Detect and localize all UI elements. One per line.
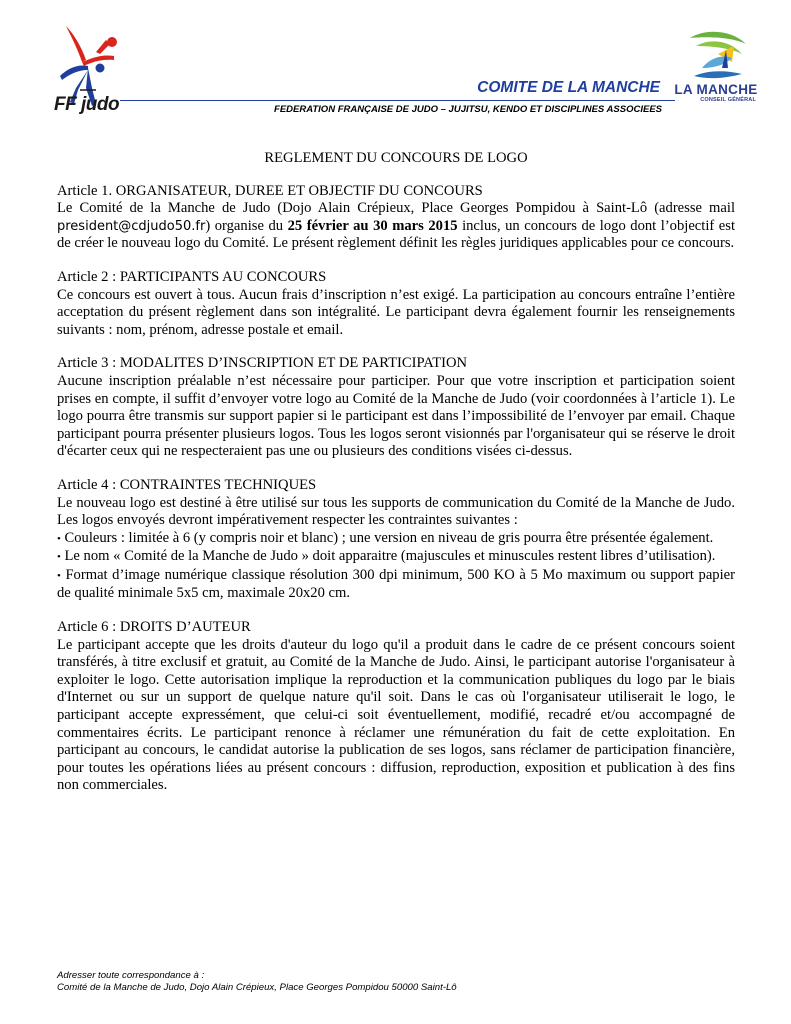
- article-4-body: Le nouveau logo est destiné à être utilisé sur tous les supports de communication du Comité de la Manche de Judo. Les logos envoyés devront impérativement respecter les contraintes suivantes :: [57, 494, 735, 529]
- la-manche-logo-subtitle: CONSEIL GÉNÉRAL: [700, 97, 756, 103]
- bullet-icon: •: [57, 551, 61, 564]
- federation-subtitle: FEDERATION FRANÇAISE DE JUDO – JUJITSU, KENDO ET DISCIPLINES ASSOCIEES: [274, 104, 662, 115]
- contact-email-link[interactable]: president@cdjudo50.fr: [57, 218, 206, 234]
- article-1-text-start: Le Comité de la Manche de Judo (Dojo Alain Crépieux, Place Georges Pompidou à Saint-Lô (adresse mail: [57, 200, 735, 217]
- bullet-text-colors: Couleurs : limitée à 6 (y compris noir et blanc) ; une version en niveau de gris pourra être présentée également.: [60, 529, 714, 546]
- la-manche-logo-icon: [682, 28, 750, 84]
- article-2-heading: Article 2 : PARTICIPANTS AU CONCOURS: [57, 268, 327, 285]
- ffjudo-logo-text: FF judo: [54, 94, 120, 115]
- article-1-heading: Article 1. ORGANISATEUR, DUREE ET OBJECTIF DU CONCOURS: [57, 182, 483, 199]
- list-item: [57, 548, 735, 567]
- article-1-body: [57, 200, 735, 253]
- article-1: [57, 183, 735, 253]
- list-item: [57, 567, 735, 603]
- article-6: [57, 619, 735, 795]
- la-manche-logo-title: LA MANCHE: [674, 82, 758, 97]
- article-4: [57, 477, 735, 603]
- bullet-text-format: Format d’image numérique classique résolution 300 dpi minimum, 500 KO à 5 Mo maximum ou support papier de qualité minimale 5x5 cm, maximale 20x20 cm.: [57, 566, 735, 602]
- document-body: [57, 150, 735, 811]
- article-3-body: Aucune inscription préalable n’est nécessaire pour participer. Pour que votre inscription et participation soient prises en compte, il suffit d’envoyer votre logo au Comité de la Manche de Judo (voir coordonnées à l’article 1). Le logo pourra être transmis sur support papier si le participant est dans l’impossibilité de l’envoyer par email. Chaque participant pourra présenter plusieurs logos. Tous les logos seront visionnés par l'organisateur qui se réserve le droit d'écarter ceux qui ne respecteraient pas une ou plusieurs des conditions visées ci-dessus.: [57, 372, 735, 460]
- footer-line-2: Comité de la Manche de Judo, Dojo Alain Crépieux, Place Georges Pompidou 50000 Saint-Lô: [57, 982, 457, 993]
- header-divider: [120, 100, 675, 101]
- article-6-heading: Article 6 : DROITS D’AUTEUR: [57, 619, 251, 636]
- footer-line-1: Adresser toute correspondance à :: [57, 970, 205, 981]
- article-2-body: Ce concours est ouvert à tous. Aucun frais d’inscription n’est exigé. La participation au concours entraîne l’entière acceptation du présent règlement dans son intégralité. Le participant devra également fournir les renseignements suivants : nom, prénom, adresse postale et email.: [57, 286, 735, 338]
- list-item: [57, 530, 735, 549]
- article-3-heading: Article 3 : MODALITES D’INSCRIPTION ET DE PARTICIPATION: [57, 355, 468, 372]
- document-title: REGLEMENT DU CONCOURS DE LOGO: [264, 150, 528, 166]
- contest-dates: 25 février au 30 mars 2015: [287, 217, 458, 234]
- footer-address: [57, 970, 657, 994]
- bullet-icon: •: [57, 532, 61, 545]
- bullet-text-name: Le nom « Comité de la Manche de Judo » doit apparaitre (majuscules et minuscules restent libres d’utilisation).: [60, 548, 716, 565]
- article-2: [57, 269, 735, 339]
- article-6-body: Le participant accepte que les droits d'auteur du logo qu'il a produit dans le cadre de ce présent concours soient transférés, à titre exclusif et gratuit, au Comité de la Manche de Judo. Ainsi, le participant autorise l'organisateur à exploiter le logo. Cette autorisation implique la reproduction et la communication publiques du logo par le biais d'Internet ou sur un support de quelque nature qu'il soit. Dans le cas où l'organisateur utiliserait le logo, le participant accepte expressément, que celui-ci soit éventuellement, modifié, recadré et/ou accompagné de commentaires écrits. Le participant renonce à réclamer une rémunération du fait de cette exploitation. En participant au concours, le candidat autorise la publication de ses logos, sans réclamer de participation financière, pour toutes les opérations liées au présent concours : diffusion, reproduction, exposition et publication à des fins non commerciales.: [57, 636, 735, 794]
- article-1-text-mid: ) organise du: [205, 217, 288, 234]
- bullet-icon: •: [57, 569, 61, 582]
- article-4-heading: Article 4 : CONTRAINTES TECHNIQUES: [57, 476, 317, 493]
- article-3: [57, 355, 735, 461]
- article-1-text-end: inclus, un concours de logo dont l’objectif est de créer le nouveau logo du Comité. Le présent règlement définit les règles juridiques applicables pour ce concours.: [57, 217, 735, 252]
- comite-title: COMITE DE LA MANCHE: [477, 79, 660, 96]
